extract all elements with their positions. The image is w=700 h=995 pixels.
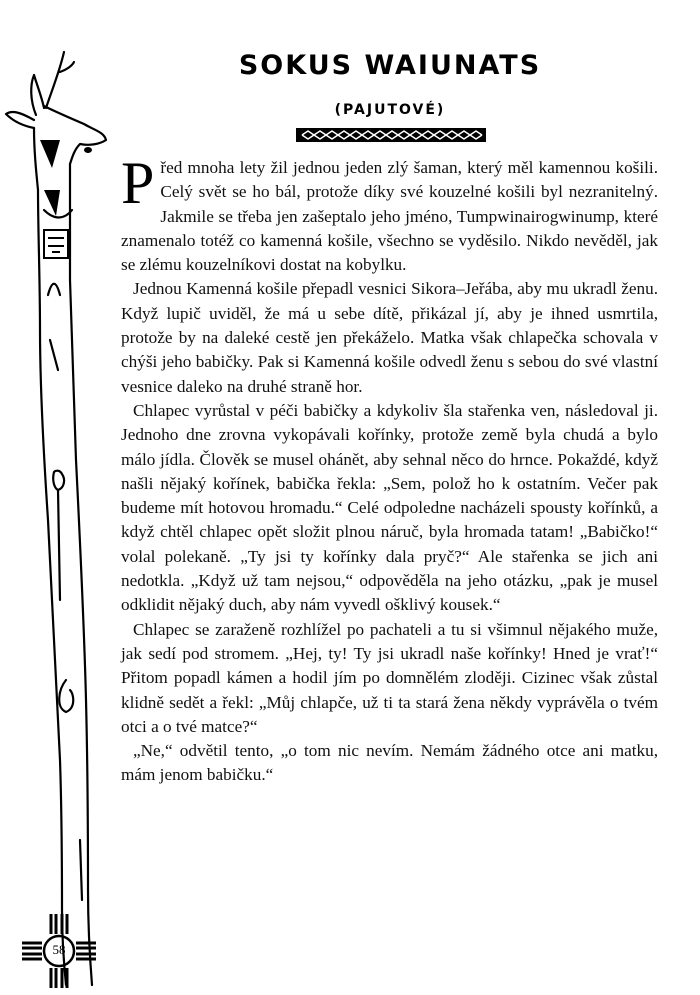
page-number-emblem: [20, 912, 98, 990]
story-paragraph: Jednou Kamenná košile přepadl vesnici Sikora–Jeřába, aby mu ukradl ženu. Když lupič uviděl, že má u sebe dítě, přikázal jí, aby je ihned usmrtila, protože by na daleké cestě jen překáželo. Matka však chlapečka schovala v chýši jeho babičky. Pak si Kamenná košile odvedl ženu s sebou do své vlastní vesnice daleko na druhé straně hor.: [121, 279, 658, 396]
story-subtitle: (PAJUTOVÉ): [334, 102, 446, 118]
ornament-divider: [296, 128, 486, 142]
story-paragraph: „Ne,“ odvětil tento, „o tom nic nevím. Nemám žádného otce ani matku, mám jenom babičku.“: [121, 741, 658, 785]
story-paragraph: Chlapec vyrůstal v péči babičky a kdykoliv šla stařenka ven, následoval ji. Jednoho dne zrovna vykopávali kořínky, protože země byla chudá a bylo málo jídla. Člověk se musel ohánět, aby sehnal něco do hrnce. Pokaždé, když našli nějaký kořínek, babička řekla: „Sem, polož ho k ostatním. Večer pak budeme mít hotovou hromadu.“ Celé odpoledne nacházeli spousty kořínků, a když chtěl chlapec opět složit plnou náruč, byla hromada tatam! „Babičko!“ volal polekaně. „Ty jsi ty kořínky dala pryč?“ Ale stařenka se jich ani nedotkla. „Když už tam nejsou,“ odpověděla na jeho otázku, „pak je musel odklidit nějaký duch, aby nám vyvedl ošklivý kousek.“: [121, 400, 658, 615]
drop-cap: P: [121, 150, 155, 216]
story-paragraph: Chlapec se zaraženě rozhlížel po pachateli a tu si všimnul nějakého muže, jak sedí pod stromem. „Hej, ty! Ty jsi ukradl naše kořínky! Hned je vrať!“ Přitom popadl kámen a hodil jím po domnělém zloději. Cizinec však zůstal klidně sedět a řekl: „Můj chlapče, už ti ta stará žena někdy vyprávěla o tvém otci a o tvé matce?“: [121, 619, 658, 736]
totem-pole-illustration: [0, 40, 120, 990]
story-paragraph: Před mnoha lety žil jednou jeden zlý šaman, který měl kamennou košili. Celý svět se ho bál, protože díky své kouzelné košili byl nezranitelný. Jakmile se třeba jen zašeptalo jeho jméno, Tumpwinairogwinump, které znamenalo totéž co kamenná košile, všechno se vyděsilo. Nikdo nevěděl, jak se zlému kouzelníkovi dostat na kobylku.: [121, 150, 658, 275]
story-body: [121, 150, 658, 788]
story-title: SOKUS WAIUNATS: [238, 50, 542, 81]
page-number: 58: [52, 942, 66, 957]
